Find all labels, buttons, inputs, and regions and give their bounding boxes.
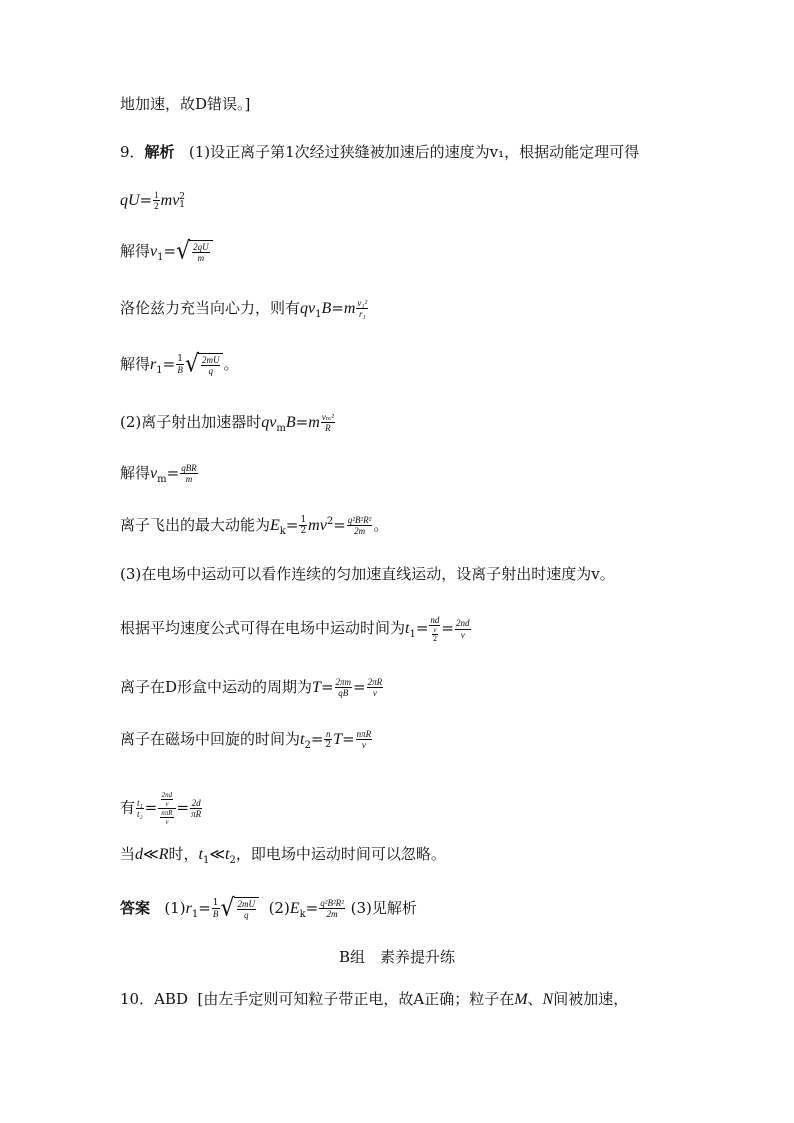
section-title: B组 素养提升练 <box>338 948 456 966</box>
max-kinetic-energy: 离子飞出的最大动能为$E_k=$ $\frac{1}{2}$ $mv^2=$ $\frac{\text{q²B²R²}}{2m}$ 。 <box>120 515 389 537</box>
equation-kinetic-energy: qU= $\frac{1}{2}$ mv 2 1 <box>120 190 186 212</box>
analysis-part-1: (1)设正离子第1次经过狭缝被加速后的速度为v₁，根据动能定理可得 <box>188 143 640 161</box>
time-in-electric-field: 根据平均速度公式可得在电场中运动时间为$t_1=$ $\frac{nd}{\frac{v}{2}}$ = $\frac{2nd}{v}$ <box>120 615 470 644</box>
answer-line: 答案 $(1)r_1=$ $\frac{1}{B}$ √ $\frac{2mU}{q}$ $(2)E_k=$ $\frac{\text{q²B²R²}}{2m}$ (3)见解析 <box>120 894 417 923</box>
period-line: 离子在D形盒中运动的周期为T= $\frac{2\pi m}{qB}$ = $\frac{2\pi R}{v}$ <box>120 677 383 699</box>
problem-10-line: 10．ABD [由左手定则可知粒子带正电，故A正确；粒子在M、N间被加速， <box>120 990 629 1008</box>
text-line-1: 地加速，故D错误。] <box>120 95 251 113</box>
part-2-line: (2)离子射出加速器时$qv_mB=m$ $\frac{\text{vₘ²}}{R}$ <box>120 412 334 434</box>
solve-vm: 解得$v_m=$ $\frac{\text{qBR}}{m}$ <box>120 463 197 485</box>
solve-v1: 解得$v_1=√$ $\frac{2qU}{m}$ <box>120 240 213 264</box>
analysis-label: 解析 <box>144 143 175 161</box>
problem-9-header <box>120 145 639 160</box>
time-ratio: 有 $\frac{\text{t₁}}{\text{t₂}}$ = $\frac{\frac{2nd}{v}}{\frac{\text{nπR}}{v}}$ = $\frac{2d}{\pi R}$ <box>120 791 202 827</box>
time-in-magnetic-field: 离子在磁场中回旋的时间为$t_2=$ $\frac{n}{2}$ T= $\frac{\text{nπR}}{v}$ <box>120 729 372 751</box>
part-3-line: (3)在电场中运动可以看作连续的匀加速直线运动，设离子射出时速度为v。 <box>120 565 615 583</box>
lorentz-force-line: 洛伦兹力充当向心力，则有$qv_1B=m$ $\frac{\text{v₁²}}{\text{r₁}}$ <box>120 298 368 320</box>
answer-label: 答案 <box>120 898 151 917</box>
conclusion-line: 当d≪R时，$t_1≪t_2$，即电场中运动时间可以忽略。 <box>120 845 446 866</box>
problem-number: 9． <box>120 143 145 161</box>
solve-r1: 解得$r_1=$ $\frac{1}{B}$ √ $\frac{2mU}{q}$ 。 <box>120 350 239 379</box>
